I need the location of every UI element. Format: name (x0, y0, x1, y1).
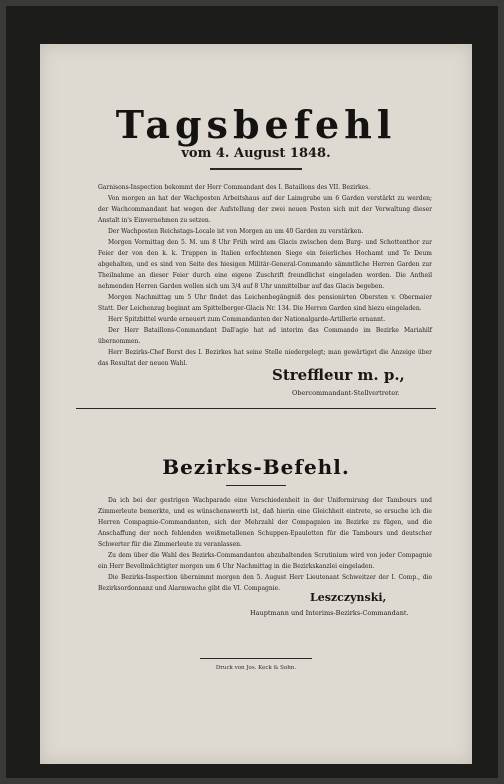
printer-imprint: Druck von Jos. Keck & Sohn. (215, 665, 297, 671)
section2-body (98, 495, 432, 594)
section1-paragraph: Garnisons-Inspection bekommt der Herr Commandant des I. Bataillons des VII. Bezirkes. (98, 184, 371, 191)
section1-paragraph: Von morgen an hat der Wachposten Arbeitshaus auf der Laimgrube um 6 Garden verstärkt zu werden; der Wachcommandant hat wegen der Aufstellung der zwei neuen Posten sich mit der Verwaltung dieser Anstalt in's Einvernehmen zu setzen. (98, 195, 432, 224)
section1-paragraph: Herr Spitzbittel wurde erneuert zum Commandanten der Nationalgarde-Artillerie ernannt. (108, 316, 386, 323)
dark-frame (6, 6, 498, 778)
subtitle-divider (226, 485, 286, 486)
section1-paragraph: Der Wachposten Reichstags-Locale ist von Morgen an um 40 Garden zu verstärken. (108, 228, 364, 235)
footer-divider (200, 658, 312, 659)
section1-signature-title: Obercommandant-Stellvertreter. (292, 389, 400, 397)
section2-paragraph: Die Bezirks-Inspection übernimmt morgen den 5. August Herr Lieutenant Schweitzer der I. Comp., die Bezirksordonnanz und Alarmwache gibt die VI. Compagnie. (98, 574, 432, 592)
document-sheet (40, 44, 472, 764)
title-divider (210, 168, 302, 170)
page-date: vom 4. August 1848. (181, 146, 331, 161)
section2-signature-title: Hauptmann und Interims-Bezirks-Commandant. (250, 609, 409, 617)
section2-paragraph: Da ich bei der gestrigen Wachparade eine Verschiedenheit in der Uniformirung der Tambours und Zimmerleute bemerkte, und es wünschenswerth ist, daß hierin eine Gleichheit eintrete, so ersuche ich die Herren Compagnie-Commandanten, sich der Mehrzahl der Compagnien im Bezirke zu fügen, und die Anschaffung der noch fehlenden weißmetallenen Schuppen-Epauletten für die Tambours und deutscher Schwerter für die Zimmerleute zu veranlassen. (98, 497, 432, 548)
section1-paragraph: Der Herr Bataillons-Commandant Dall'agio hat ad interim das Commando im Bezirke Mariahilf übernommen. (98, 327, 432, 345)
section1-paragraph: Morgen Nachmittag um 5 Uhr findet das Leichenbegängniß des pensionirten Obersten v. Obermaier Statt. Der Leichenzug beginnt am Spittelberger-Glacis Nr. 134. Die Herren Garden sind hiezu eingeladen. (98, 294, 432, 312)
section1-paragraph: Herr Bezirks-Chef Borst des I. Bezirkes hat seine Stelle niedergelegt; man gewärtiget die Anzeige über das Resultat der neuen Wahl. (98, 349, 432, 367)
section2-signature: Leszczynski, (310, 591, 387, 604)
section1-paragraph: Morgen Vormittag den 5. M. um 8 Uhr Früh wird am Glacis zwischen dem Burg- und Schottenthor zur Feier der von den k. k. Truppen in Italien erfochtenen Siege ein feierliches Hochamt und Te Deum abgehalten, und es sind von Seite des hiesigen Militär-General-Commando sämmtliche Herren Garden zur Theilnahme an dieser Feier durch eine eigene Zuschrift freundlichst eingeladen worden. Die Antheil nehmenden Herren Garden wollen sich um 3/4 auf 8 Uhr unmittelbar auf das Glacis begeben. (98, 239, 432, 290)
section2-title: Bezirks-Befehl. (162, 455, 350, 479)
section1-signature: Streffleur m. p., (272, 366, 405, 384)
section2-paragraph: Zu dem über die Wahl des Bezirks-Commandanten abzuhaltenden Scrutinium wird von jeder Compagnie ein Herr Bevollmächtigter morgen um 6 Uhr Nachmittag in die Bezirkskanzlei eingeladen. (98, 552, 432, 570)
page-title: Tagsbefehl (115, 102, 397, 147)
section1-body (98, 182, 432, 369)
section-divider (76, 408, 436, 409)
